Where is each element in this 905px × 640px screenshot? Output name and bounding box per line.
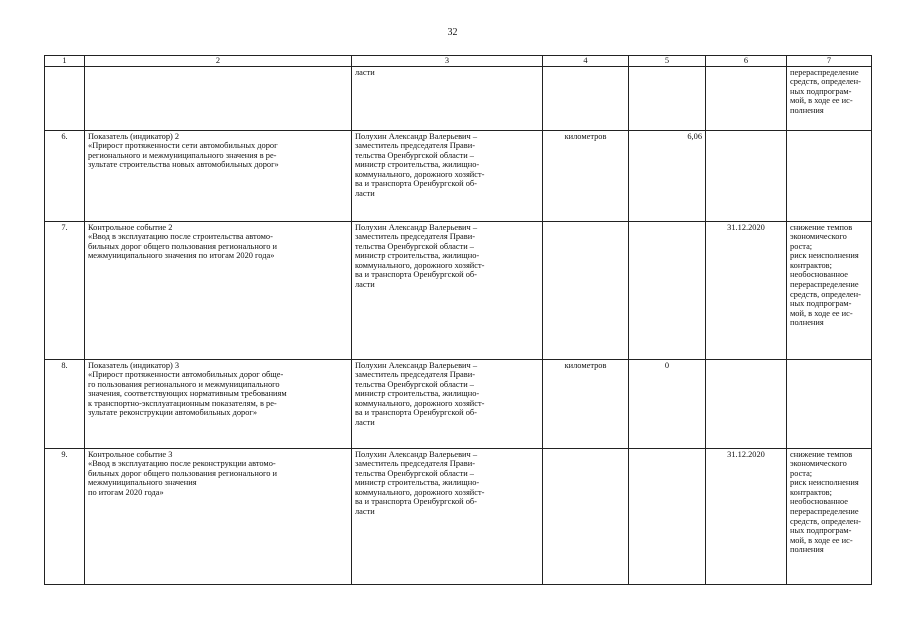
indicator-value [629, 66, 706, 130]
table-row [45, 130, 872, 221]
column-header-7: 7 [787, 56, 872, 67]
event-name: Контрольное событие 3 «Ввод в эксплуатацию после реконструкции автомо- бильных дорог общего пользования регионального и межмуниципального значения по итогам 2020 года» [85, 448, 352, 584]
row-number [45, 66, 85, 130]
deadline-date [706, 359, 787, 448]
page-number: 32 [447, 27, 458, 38]
column-header-4: 4 [543, 56, 629, 67]
event-name: Показатель (индикатор) 3 «Прирост протяженности автомобильных дорог обще- го пользования регионального и межмуниципального значения, соответствующих нормативным требованиям к транспортно-эксплуатационным показателям, в ре- зультате реконструкции автомобильных дорог» [85, 359, 352, 448]
header-row [45, 56, 872, 67]
column-header-2: 2 [85, 56, 352, 67]
table-row [45, 66, 872, 130]
column-header-5: 5 [629, 56, 706, 67]
responsible-person: Полухин Александр Валерьевич – заместитель председателя Прави- тельства Оренбургской области – министр строительства, жилищно- коммунального, дорожного хозяйст- ва и транспорта Оренбургской об- ласти [352, 130, 543, 221]
indicator-value [629, 448, 706, 584]
row-number: 9. [45, 448, 85, 584]
event-name: Показатель (индикатор) 2 «Прирост протяженности сети автомобильных дорог регионального и межмуниципального значения в ре- зультате строительства новых автомобильных дорог» [85, 130, 352, 221]
row-number: 8. [45, 359, 85, 448]
unit: километров [543, 130, 629, 221]
risk-description [787, 359, 872, 448]
unit [543, 221, 629, 359]
unit [543, 448, 629, 584]
indicator-value [629, 221, 706, 359]
event-name [85, 66, 352, 130]
deadline-date: 31.12.2020 [706, 448, 787, 584]
unit [543, 66, 629, 130]
event-name: Контрольное событие 2 «Ввод в эксплуатацию после строительства автомо- бильных дорог общего пользования регионального и межмуниципального значения по итогам 2020 года» [85, 221, 352, 359]
table-row [45, 359, 872, 448]
responsible-person: Полухин Александр Валерьевич – заместитель председателя Прави- тельства Оренбургской области – министр строительства, жилищно- коммунального, дорожного хозяйст- ва и транспорта Оренбургской об- ласти [352, 221, 543, 359]
unit: километров [543, 359, 629, 448]
risk-description: перераспределение средств, определен- ных подпрограм- мой, в ходе ее ис- полнения [787, 66, 872, 130]
column-header-1: 1 [45, 56, 85, 67]
responsible-person: Полухин Александр Валерьевич – заместитель председателя Прави- тельства Оренбургской области – министр строительства, жилищно- коммунального, дорожного хозяйст- ва и транспорта Оренбургской об- ласти [352, 359, 543, 448]
risk-description [787, 130, 872, 221]
column-header-3: 3 [352, 56, 543, 67]
plan-table [44, 55, 872, 585]
deadline-date [706, 130, 787, 221]
indicator-value: 0 [629, 359, 706, 448]
table-row [45, 221, 872, 359]
deadline-date [706, 66, 787, 130]
row-number: 7. [45, 221, 85, 359]
indicator-value: 6,06 [629, 130, 706, 221]
column-header-6: 6 [706, 56, 787, 67]
table-row [45, 448, 872, 584]
row-number: 6. [45, 130, 85, 221]
risk-description: снижение темпов экономического роста; риск неисполнения контрактов; необоснованное перераспределение средств, определен- ных подпрограм- мой, в ходе ее ис- полнения [787, 221, 872, 359]
responsible-person: ласти [352, 66, 543, 130]
deadline-date: 31.12.2020 [706, 221, 787, 359]
risk-description: снижение темпов экономического роста; риск неисполнения контрактов; необоснованное перераспределение средств, определен- ных подпрограм- мой, в ходе ее ис- полнения [787, 448, 872, 584]
responsible-person: Полухин Александр Валерьевич – заместитель председателя Прави- тельства Оренбургской области – министр строительства, жилищно- коммунального, дорожного хозяйст- ва и транспорта Оренбургской об- ласти [352, 448, 543, 584]
